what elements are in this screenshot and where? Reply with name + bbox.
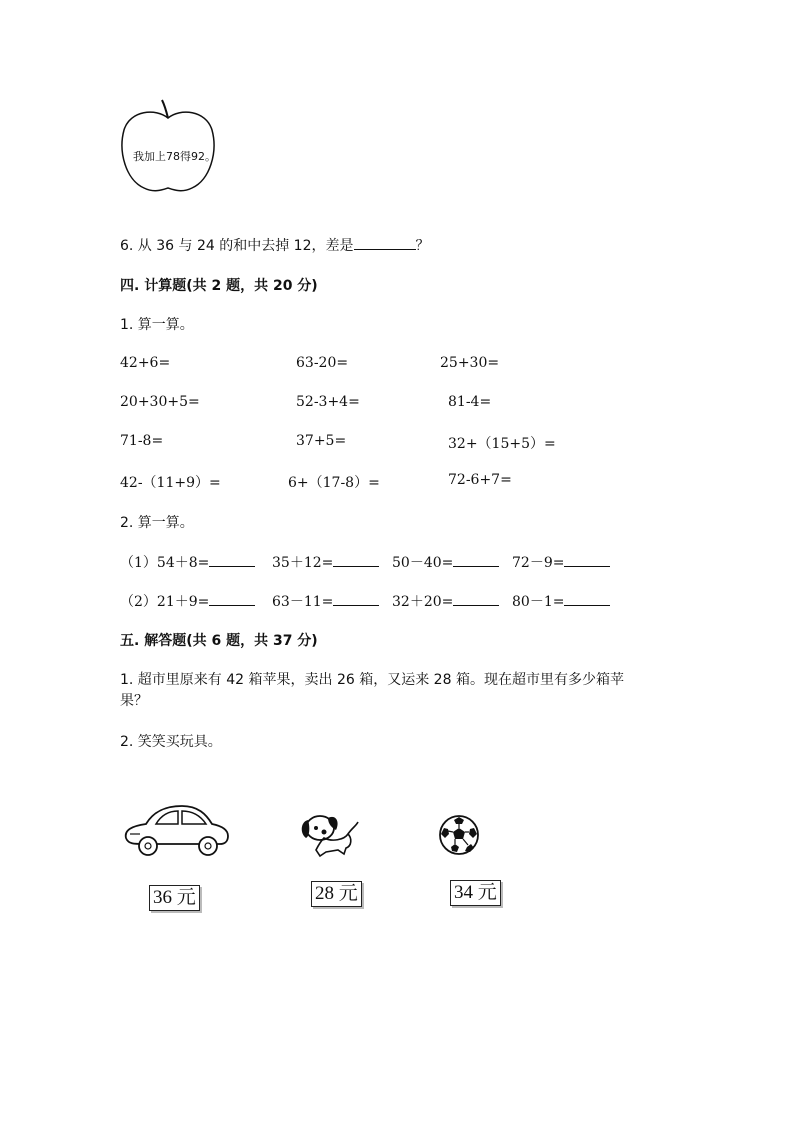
calc-2-r1-c2: [272, 552, 379, 572]
question-6-answer-blank[interactable]: [354, 237, 416, 250]
answer-blank[interactable]: [453, 593, 499, 606]
calc-2-r1-c4: [512, 552, 610, 572]
section-4-title: 四. 计算题(共 2 题，共 20 分): [120, 278, 318, 294]
dog-icon: [298, 810, 360, 858]
question-6: [120, 235, 430, 255]
calc-1-r2-c1: 20+30+5=: [120, 394, 200, 410]
ball-price-tag: 34 元: [450, 880, 501, 906]
apple-illustration: [118, 96, 218, 196]
calc-1-title: 1. 算一算。: [120, 317, 194, 333]
answer-1-line-2: 果？: [120, 693, 148, 709]
calc-2-r1-c1: [120, 552, 255, 572]
answer-blank[interactable]: [333, 593, 379, 606]
calc-1-r1-c1: 42+6=: [120, 355, 171, 371]
answer-blank[interactable]: [564, 554, 610, 567]
calc-1-r3-c1: 71-8=: [120, 433, 164, 449]
calc-1-r2-c2: 52-3+4=: [296, 394, 360, 410]
calc-2-r1-c1-text: （1）54＋8=: [120, 555, 210, 571]
apple-text: 我加上78得92。: [133, 150, 216, 163]
soccer-ball-icon: [438, 814, 480, 856]
calc-2-r2-c2-text: 63－11=: [272, 594, 334, 610]
answer-2-title: 2. 笑笑买玩具。: [120, 734, 222, 750]
answer-blank[interactable]: [453, 554, 499, 567]
calc-2-r2-c3-text: 32＋20=: [392, 594, 454, 610]
car-price-tag: 36 元: [149, 885, 200, 911]
question-6-text: 6. 从 36 与 24 的和中去掉 12，差是: [120, 238, 354, 254]
calc-2-r2-c4-text: 80－1=: [512, 594, 565, 610]
calc-1-r3-c3: 32+（15+5）=: [448, 436, 556, 452]
answer-blank[interactable]: [333, 554, 379, 567]
calc-1-r2-c3: 81-4=: [448, 394, 492, 410]
calc-2-r2-c2: [272, 591, 379, 611]
question-6-suffix: ？: [415, 238, 430, 254]
calc-2-r2-c1-text: （2）21＋9=: [120, 594, 210, 610]
calc-2-r1-c3: [392, 552, 499, 572]
calc-2-title: 2. 算一算。: [120, 515, 194, 531]
calc-1-r1-c3: 25+30=: [440, 355, 500, 371]
answer-blank[interactable]: [209, 554, 255, 567]
calc-2-r2-c1: [120, 591, 255, 611]
calc-2-r1-c4-text: 72－9=: [512, 555, 565, 571]
calc-1-r4-c3: 72-6+7=: [448, 472, 512, 488]
answer-blank[interactable]: [209, 593, 255, 606]
calc-2-r1-c2-text: 35＋12=: [272, 555, 334, 571]
answer-blank[interactable]: [564, 593, 610, 606]
calc-1-r4-c1: 42-（11+9）=: [120, 475, 221, 491]
dog-price-tag: 28 元: [311, 881, 362, 907]
calc-2-r2-c3: [392, 591, 499, 611]
calc-2-r2-c4: [512, 591, 610, 611]
calc-1-r3-c2: 37+5=: [296, 433, 347, 449]
calc-2-r1-c3-text: 50－40=: [392, 555, 454, 571]
car-icon: [122, 802, 230, 858]
section-5-title: 五. 解答题(共 6 题，共 37 分): [120, 633, 318, 649]
calc-1-r1-c2: 63-20=: [296, 355, 349, 371]
answer-1-line-1: 1. 超市里原来有 42 箱苹果，卖出 26 箱，又运来 28 箱。现在超市里有多少箱苹: [120, 672, 624, 688]
calc-1-r4-c2: 6+（17-8）=: [288, 475, 380, 491]
